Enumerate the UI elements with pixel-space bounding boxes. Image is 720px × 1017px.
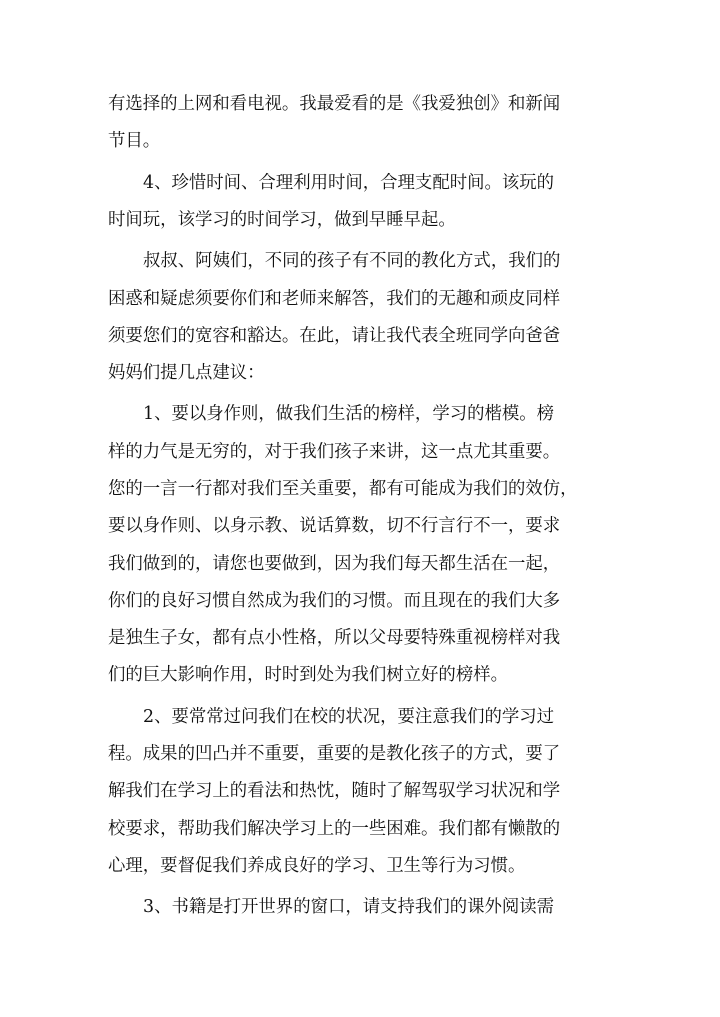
line-text: 4、珍惜时间、合理利用时间，合理支配时间。该玩的 xyxy=(143,173,555,193)
line-text: 2、要常常过问我们在校的状况，要注意我们的学习过 xyxy=(143,707,555,727)
line-text: 您的一言一行都对我们至关重要，都有可能成为我们的效仿， xyxy=(108,479,578,499)
text-line xyxy=(0,811,720,847)
text-line xyxy=(0,355,720,391)
text-line xyxy=(0,620,720,656)
text-line xyxy=(0,736,720,772)
text-line xyxy=(0,281,720,317)
line-text: 是独生子女，都有点小性格，所以父母要特殊重视榜样对我 xyxy=(108,628,561,648)
line-text: 样的力气是无穷的，对于我们孩子来讲，这一点尤其重要。 xyxy=(108,442,561,462)
line-text: 叔叔、阿姨们，不同的孩子有不同的教化方式，我们的 xyxy=(143,251,561,271)
text-line xyxy=(0,657,720,693)
text-line xyxy=(0,243,720,279)
text-line xyxy=(0,848,720,884)
line-text: 时间玩，该学习的时间学习，做到早睡早起。 xyxy=(108,210,456,230)
text-line xyxy=(0,889,720,925)
text-line xyxy=(0,318,720,354)
line-text: 妈妈们提几点建议： xyxy=(108,363,265,383)
text-line xyxy=(0,546,720,582)
text-line xyxy=(0,773,720,809)
text-line xyxy=(0,86,720,122)
line-text: 有选择的上网和看电视。我最爱看的是《我爱独创》和新闻 xyxy=(108,94,561,114)
line-text: 校要求，帮助我们解决学习上的一些困难。我们都有懒散的 xyxy=(108,819,561,839)
text-line xyxy=(0,434,720,470)
text-line xyxy=(0,165,720,201)
line-text: 困惑和疑虑须要你们和老师来解答，我们的无趣和顽皮同样 xyxy=(108,289,561,309)
text-line xyxy=(0,508,720,544)
line-text: 解我们在学习上的看法和热忱，随时了解驾驭学习状况和学 xyxy=(108,781,561,801)
line-text: 1、要以身作则，做我们生活的榜样，学习的楷模。榜 xyxy=(143,404,555,424)
line-text: 你们的良好习惯自然成为我们的习惯。而且现在的我们大多 xyxy=(108,591,561,611)
text-line xyxy=(0,471,720,507)
line-text: 们的巨大影响作用，时时到处为我们树立好的榜样。 xyxy=(108,665,508,685)
text-line xyxy=(0,396,720,432)
line-text: 要以身作则、以身示教、说话算数，切不行言行不一，要求 xyxy=(108,516,561,536)
line-text: 程。成果的凹凸并不重要，重要的是教化孩子的方式，要了 xyxy=(108,744,561,764)
text-line xyxy=(0,123,720,159)
line-text: 我们做到的，请您也要做到，因为我们每天都生活在一起， xyxy=(108,554,561,574)
line-text: 3、书籍是打开世界的窗口，请支持我们的课外阅读需 xyxy=(143,897,555,917)
line-text: 心理，要督促我们养成良好的学习、卫生等行为习惯。 xyxy=(108,856,526,876)
text-line xyxy=(0,202,720,238)
line-text: 节目。 xyxy=(108,131,161,151)
line-text: 须要您们的宽容和豁达。在此，请让我代表全班同学向爸爸 xyxy=(108,326,561,346)
text-line xyxy=(0,583,720,619)
text-line xyxy=(0,699,720,735)
